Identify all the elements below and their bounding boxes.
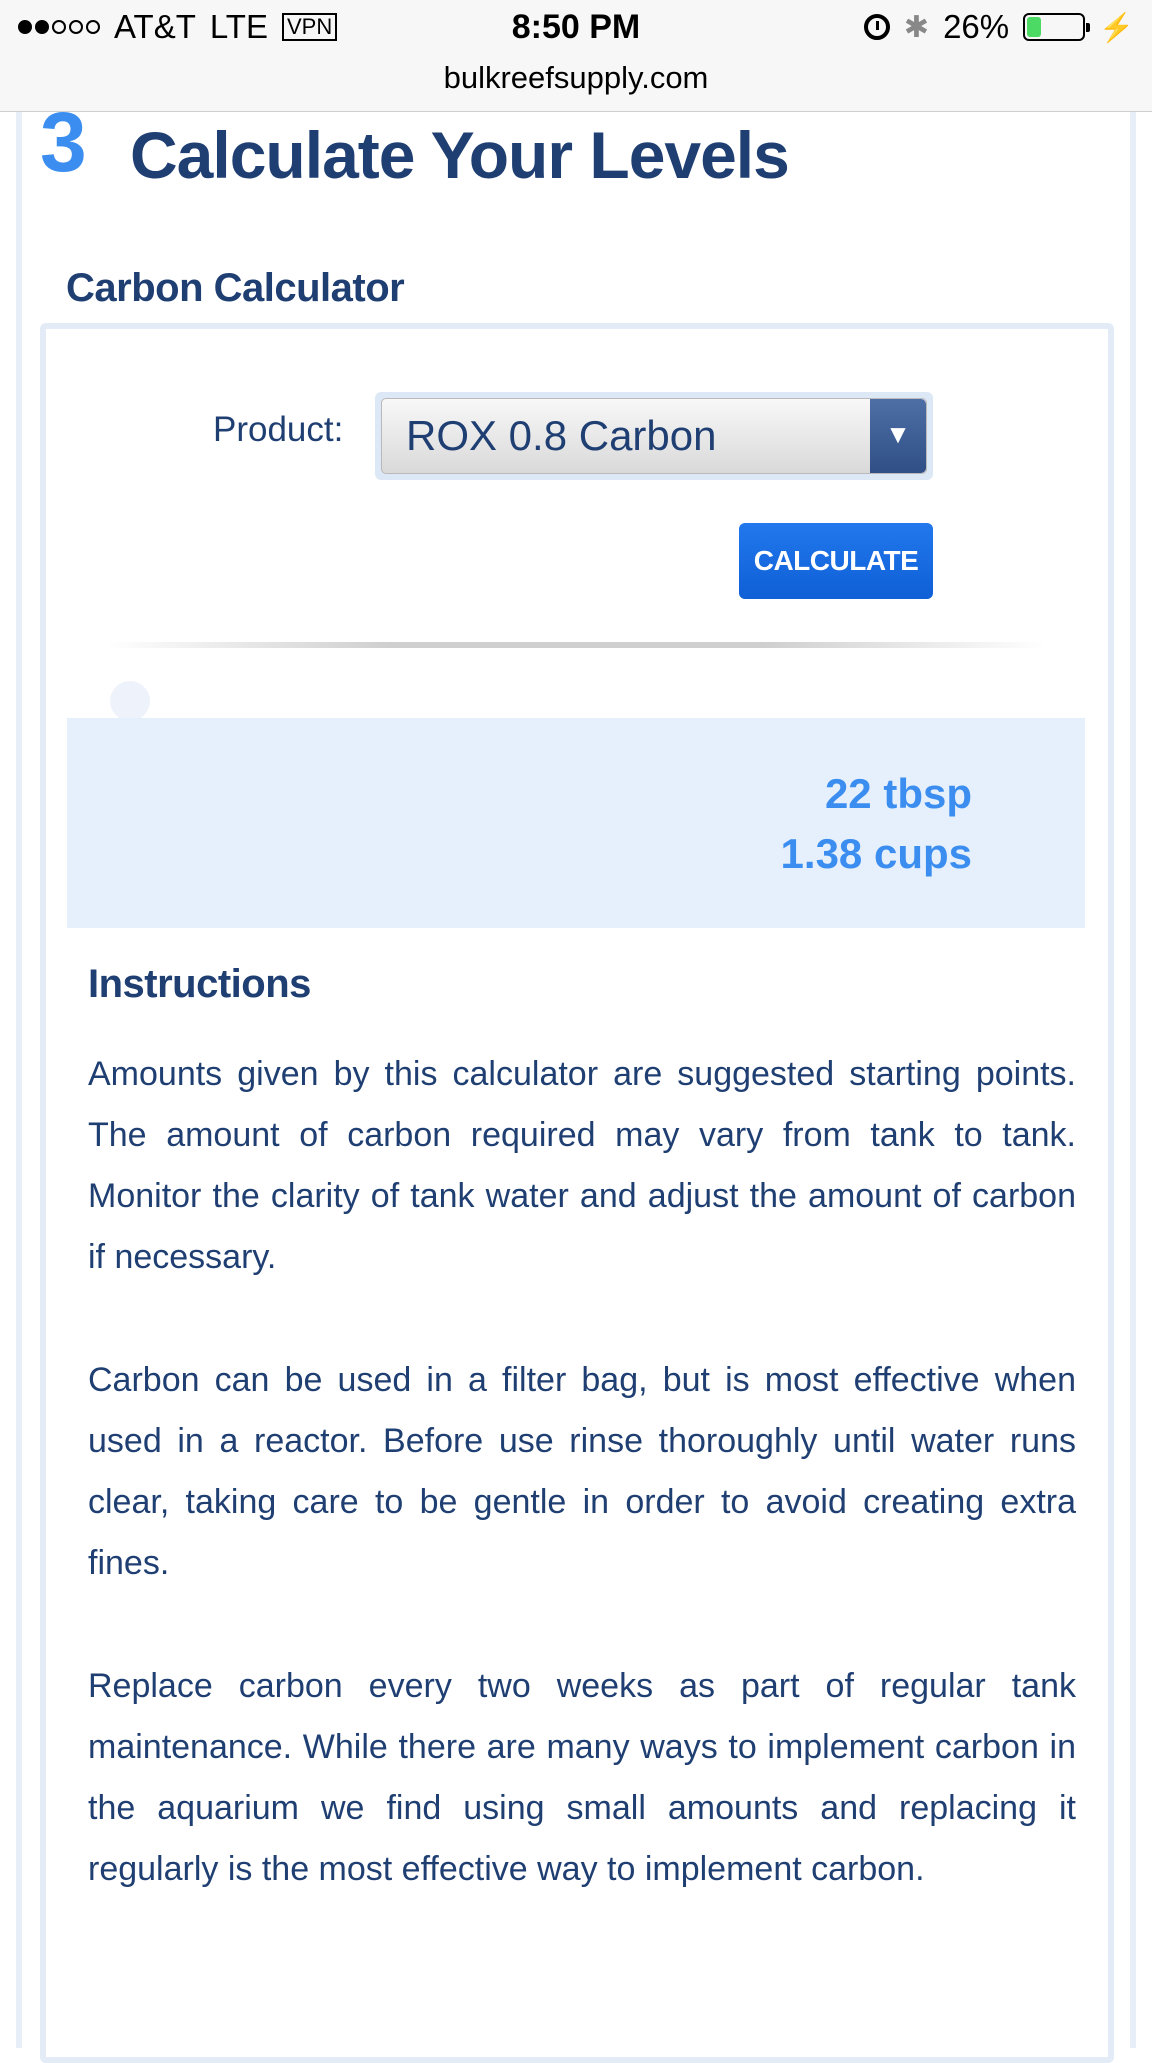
instructions-title: Instructions: [88, 962, 311, 1006]
calculate-button[interactable]: CALCULATE: [739, 523, 933, 599]
chevron-down-icon[interactable]: ▼: [870, 399, 926, 473]
instructions-paragraph: Amounts given by this calculator are suggested starting points. The amount of carbon required may vary from tank to tank. Monitor the clarity of tank water and adjust the amount of carbon if necessary.: [88, 1055, 1076, 1276]
status-time: 8:50 PM: [511, 8, 641, 46]
product-label: Product:: [213, 410, 344, 449]
result-cups: 1.38 cups: [780, 830, 972, 877]
step-number: 3: [40, 95, 87, 189]
result-box: [67, 718, 1085, 928]
vpn-badge: VPN: [282, 13, 337, 41]
battery-icon: [1023, 13, 1085, 41]
url-text: bulkreefsupply.com: [443, 60, 709, 95]
divider: [106, 642, 1046, 648]
instructions-paragraph: Carbon can be used in a filter bag, but is most effective when used in a reactor. Before use rinse thoroughly until water runs clear, taking care to be gentle in order to avoid creating extra fines.: [88, 1361, 1076, 1582]
product-select[interactable]: [381, 398, 927, 474]
section-title: Calculate Your Levels: [130, 118, 789, 192]
instructions-paragraph: Replace carbon every two weeks as part of regular tank maintenance. While there are many ways to implement carbon in the aquarium we find using small amounts and replacing it regularly is the most effective way to implement carbon.: [88, 1667, 1076, 1888]
bluetooth-icon: ✱: [903, 10, 930, 44]
status-right: [864, 8, 1134, 46]
product-select-value: ROX 0.8 Carbon: [406, 412, 717, 459]
alarm-icon: [864, 14, 890, 40]
network-type: LTE: [209, 8, 268, 45]
result-tbsp: 22 tbsp: [824, 770, 972, 817]
charging-bolt-icon: ⚡: [1099, 11, 1134, 43]
address-bar[interactable]: [0, 56, 1152, 112]
decorative-circle: [110, 681, 150, 721]
calculator-title: Carbon Calculator: [66, 266, 405, 310]
battery-percent: 26%: [943, 8, 1010, 45]
product-select-wrapper: [375, 392, 933, 480]
status-bar: [0, 0, 1152, 56]
carrier-name: AT&T: [114, 8, 196, 45]
